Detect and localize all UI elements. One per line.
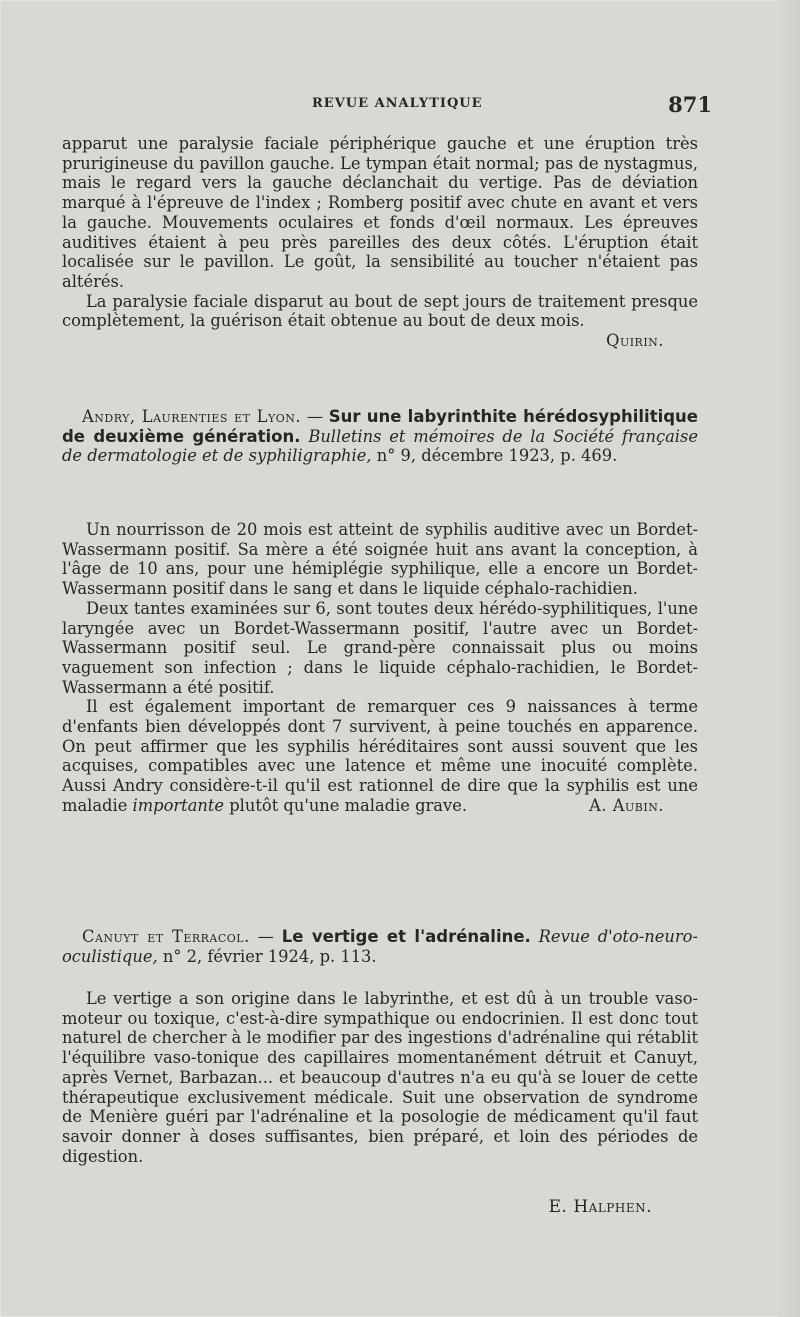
paragraph-text: Il est également important de remarquer ces 9 naissances à terme d'enfants bien développés dont 7 survivent, à peine touchés en apparence. On peut affirmer que les syphilis héréditaires sont aussi souvent que les acquises, compatibles avec une latence et même une inocuité complète. Aussi Andry considère-t-il qu'il est rationnel de dire que la syphilis est une maladie [62,697,698,815]
reviewer-signature: E. Halphen. [548,1197,652,1217]
page-header [62,92,712,116]
review-andry-body [62,520,698,816]
journal-name: Revue d'oto-neuro-oculistique, [62,927,698,966]
page-edge [778,0,800,1317]
paragraph [62,697,698,815]
reviewer-signature: Quirin. [606,331,664,351]
reviewer-signature: A. Aubin. [589,795,664,815]
journal-name: Bulletins et mémoires de la Société française de dermatologie et de syphiligraphie, [62,426,698,466]
article-title: Sur une labyrinthite hérédosyphilitique de deuxième génération. [62,407,698,446]
running-title: REVUE ANALYTIQUE [312,96,483,111]
emphasis: importante [132,795,225,815]
paragraph: apparut une paralysie faciale périphérique gauche et une éruption très prurigineuse du pavillon gauche. Le tympan était normal; pas de nystagmus, mais le regard vers la gauche déclanchait du vertige. Pas de déviation marqué à l'épreuve de l'index ; Romberg positif avec chute en avant et vers la gauche. Mouvements oculaires et fonds d'œil normaux. Les épreuves auditives étaient à peu près pareilles des deux côtés. L'éruption était localisée sur le pavillon. Le goût, la sensibilité au toucher n'étaient pas altérés. [62,134,698,291]
reference-heading [62,927,698,966]
paragraph-text: La paralysie faciale disparut au bout de sept jours de traitement presque complètement, la guérison était obtenue au bout de deux mois. [62,291,698,331]
reference-authors: Canuyt et Terracol. [82,927,250,946]
reference-authors: Andry, Laurenties et Lyon. [82,407,302,426]
review-quirin [62,134,698,351]
review-andry [62,407,698,466]
paragraph [62,291,698,351]
citation-details: n° 2, février 1924, p. 113. [157,946,377,966]
paragraph-text: plutôt qu'une maladie grave. [224,795,468,815]
page-number: 871 [668,92,712,117]
paragraph: Deux tantes examinées sur 6, sont toutes deux hérédo-syphilitiques, l'une laryngée avec un Bordet-Wassermann positif, l'autre avec un Bordet-Wassermann positif seul. Le grand-père connaissait plus ou moins vaguement son infection ; dans le liquide céphalo-rachidien, le Bordet-Wassermann a été positif. [62,598,698,697]
paragraph: Le vertige a son origine dans le labyrinthe, et est dû à un trouble vaso-moteur ou toxique, c'est-à-dire sympathique ou endocrinien. Il est donc tout naturel de chercher à le modifier par des ingestions d'adrénaline qui rétablit l'équilibre vaso-tonique des capillaires momentanément détruit et Canuyt, après Vernet, Barbazan... et beaucoup d'autres n'a eu qu'à se louer de cette thérapeutique exclusivement médicale. Suit une observation de syndrome de Menière guéri par l'adrénaline et la posologie de médicament qu'il faut savoir donner à doses suffisantes, bien préparé, et loin des périodes de digestion. [62,989,698,1166]
article-title: Le vertige et l'adrénaline. [281,927,531,946]
separator-dash: — [301,407,329,426]
review-canuyt-body [62,989,698,1166]
separator-dash: — [249,927,282,946]
reference-heading [62,407,698,466]
paragraph: Un nourrisson de 20 mois est atteint de syphilis auditive avec un Bordet-Wassermann positif. Sa mère a été soignée huit ans avant la conception, à l'âge de 10 ans, pour une hémiplégie syphilique, elle a encore un Bordet-Wassermann positif dans le sang et dans le liquide céphalo-rachidien. [62,520,698,599]
citation-details: n° 9, décembre 1923, p. 469. [371,446,618,466]
review-canuyt [62,927,698,966]
